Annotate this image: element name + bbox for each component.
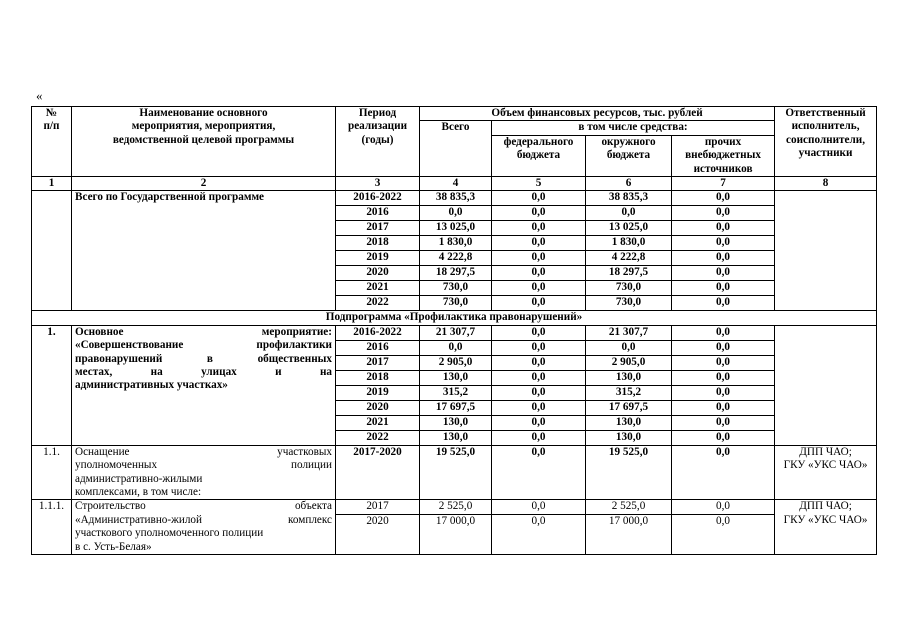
cell-other: 0,0 [672,385,775,400]
cell-total: 17 697,5 [420,400,492,415]
cell-period: 2018 [336,370,420,385]
subprogram-row [32,311,877,325]
cell-federal: 0,0 [492,251,586,266]
cell-other: 0,0 [672,191,775,206]
event-name [72,500,336,555]
name-line: участкового уполномоченного полиции [75,527,264,540]
col-number: 6 [586,177,672,191]
cell-federal: 0,0 [492,385,586,400]
event-number [32,191,72,311]
cell-federal: 0,0 [492,296,586,311]
column-number-row [32,177,877,191]
col-number: 1 [32,177,72,191]
cell-total: 19 525,0 [420,445,492,500]
cell-total: 38 835,3 [420,191,492,206]
cell-other: 0,0 [672,400,775,415]
name-line: административно-жилыми [75,472,203,485]
cell-district: 0,0 [586,340,672,355]
main-event-row [32,325,877,340]
cell-period: 2019 [336,251,420,266]
cell-district: 2 905,0 [586,355,672,370]
cell-other: 0,0 [672,370,775,385]
cell-federal: 0,0 [492,206,586,221]
cell-total: 2 905,0 [420,355,492,370]
cell-federal: 0,0 [492,515,586,555]
cell-district: 130,0 [586,415,672,430]
event-number: 1.1. [32,445,72,500]
cell-other: 0,0 [672,445,775,500]
cell-federal: 0,0 [492,430,586,445]
cell-responsible [775,500,877,555]
name-line: комплексами, в том числе: [75,486,202,499]
cell-federal: 0,0 [492,415,586,430]
cell-period: 2017 [336,221,420,236]
event-1-1-row [32,445,877,500]
name-line: Строительство объекта [75,500,332,513]
cell-other: 0,0 [672,325,775,340]
cell-period: 2019 [336,385,420,400]
cell-federal: 0,0 [492,325,586,340]
cell-period: 2017-2020 [336,445,420,500]
cell-total: 315,2 [420,385,492,400]
main-event-block [32,325,877,445]
cell-other: 0,0 [672,415,775,430]
budget-table [31,106,877,555]
cell-responsible [775,191,877,311]
responsible-line: ГКУ «УКС ЧАО» [783,513,868,526]
cell-district: 0,0 [586,206,672,221]
event-number: 1. [32,325,72,445]
responsible-line: ДПП ЧАО; [799,445,852,458]
cell-other: 0,0 [672,251,775,266]
cell-other: 0,0 [672,281,775,296]
cell-other: 0,0 [672,266,775,281]
name-line: административных участках» [75,379,228,392]
event-name [72,325,336,445]
cell-period: 2018 [336,236,420,251]
cell-total: 0,0 [420,340,492,355]
cell-other: 0,0 [672,430,775,445]
header-num: № п/п [32,107,72,177]
cell-federal: 0,0 [492,500,586,515]
header-responsible: Ответственный исполнитель, соисполнители, участники [775,107,877,177]
cell-district: 18 297,5 [586,266,672,281]
header-federal: федерального бюджета [492,135,586,176]
responsible-line: ГКУ «УКС ЧАО» [783,459,868,472]
cell-federal: 0,0 [492,221,586,236]
cell-district: 17 697,5 [586,400,672,415]
cell-period: 2017 [336,500,420,515]
cell-total: 0,0 [420,206,492,221]
cell-period: 2020 [336,400,420,415]
header-total: Всего [420,121,492,177]
cell-district: 1 830,0 [586,236,672,251]
cell-period: 2016 [336,340,420,355]
cell-federal: 0,0 [492,191,586,206]
header-district: окружного бюджета [586,135,672,176]
col-number: 3 [336,177,420,191]
event-number: 1.1.1. [32,500,72,555]
cell-district: 4 222,8 [586,251,672,266]
cell-total: 17 000,0 [420,515,492,555]
subprogram-title: Подпрограмма «Профилактика правонарушений» [32,311,877,325]
cell-period: 2020 [336,515,420,555]
cell-responsible [775,445,877,500]
name-line: Основное мероприятие: [75,325,332,338]
cell-district: 19 525,0 [586,445,672,500]
cell-federal: 0,0 [492,370,586,385]
cell-other: 0,0 [672,221,775,236]
cell-period: 2016-2022 [336,191,420,206]
cell-district: 730,0 [586,281,672,296]
header-including: в том числе средства: [492,121,775,135]
cell-other: 0,0 [672,500,775,515]
cell-federal: 0,0 [492,400,586,415]
cell-period: 2016 [336,206,420,221]
name-line: «Административно-жилой комплекс [75,513,332,526]
cell-federal: 0,0 [492,266,586,281]
cell-federal: 0,0 [492,281,586,296]
cell-period: 2022 [336,296,420,311]
cell-total: 21 307,7 [420,325,492,340]
cell-other: 0,0 [672,236,775,251]
cell-total: 130,0 [420,430,492,445]
cell-total: 730,0 [420,296,492,311]
cell-district: 730,0 [586,296,672,311]
header-name: Наименование основного мероприятия, мероприятия, ведомственной целевой программы [72,107,336,177]
cell-total: 130,0 [420,415,492,430]
cell-total: 18 297,5 [420,266,492,281]
event-name [72,191,336,311]
total-row [32,191,877,206]
event-name [72,445,336,500]
opening-quote: « [36,88,43,103]
cell-total: 730,0 [420,281,492,296]
name-line: местах, на улицах и на [75,366,332,379]
cell-total: 2 525,0 [420,500,492,515]
cell-period: 2016-2022 [336,325,420,340]
cell-federal: 0,0 [492,355,586,370]
cell-responsible [775,325,877,445]
cell-district: 130,0 [586,430,672,445]
col-number: 2 [72,177,336,191]
cell-other: 0,0 [672,206,775,221]
cell-total: 130,0 [420,370,492,385]
cell-district: 130,0 [586,370,672,385]
col-number: 5 [492,177,586,191]
cell-other: 0,0 [672,296,775,311]
name-line: уполномоченных полиции [75,459,332,472]
header-volume: Объем финансовых ресурсов, тыс. рублей [420,107,775,121]
cell-federal: 0,0 [492,445,586,500]
cell-federal: 0,0 [492,236,586,251]
cell-federal: 0,0 [492,340,586,355]
header-period: Период реализации (годы) [336,107,420,177]
header-other: прочих внебюджетных источников [672,135,775,176]
responsible-line: ДПП ЧАО; [799,500,852,513]
cell-other: 0,0 [672,515,775,555]
cell-district: 13 025,0 [586,221,672,236]
total-block [32,191,877,311]
cell-period: 2022 [336,430,420,445]
cell-other: 0,0 [672,340,775,355]
cell-district: 17 000,0 [586,515,672,555]
cell-district: 2 525,0 [586,500,672,515]
cell-total: 13 025,0 [420,221,492,236]
name-line: Оснащение участковых [75,445,332,458]
cell-period: 2020 [336,266,420,281]
cell-total: 4 222,8 [420,251,492,266]
header-row-1 [32,107,877,121]
name-line: «Совершенствование профилактики [75,339,332,352]
cell-other: 0,0 [672,355,775,370]
name-line: в с. Усть-Белая» [75,540,152,553]
col-number: 4 [420,177,492,191]
event-1-1-1-row-1 [32,500,877,515]
cell-period: 2021 [336,281,420,296]
col-number: 8 [775,177,877,191]
cell-period: 2021 [336,415,420,430]
name-line: правонарушений в общественных [75,352,332,365]
cell-total: 1 830,0 [420,236,492,251]
cell-district: 315,2 [586,385,672,400]
col-number: 7 [672,177,775,191]
cell-district: 21 307,7 [586,325,672,340]
total-label: Всего по Государственной программе [75,191,265,204]
cell-district: 38 835,3 [586,191,672,206]
cell-period: 2017 [336,355,420,370]
